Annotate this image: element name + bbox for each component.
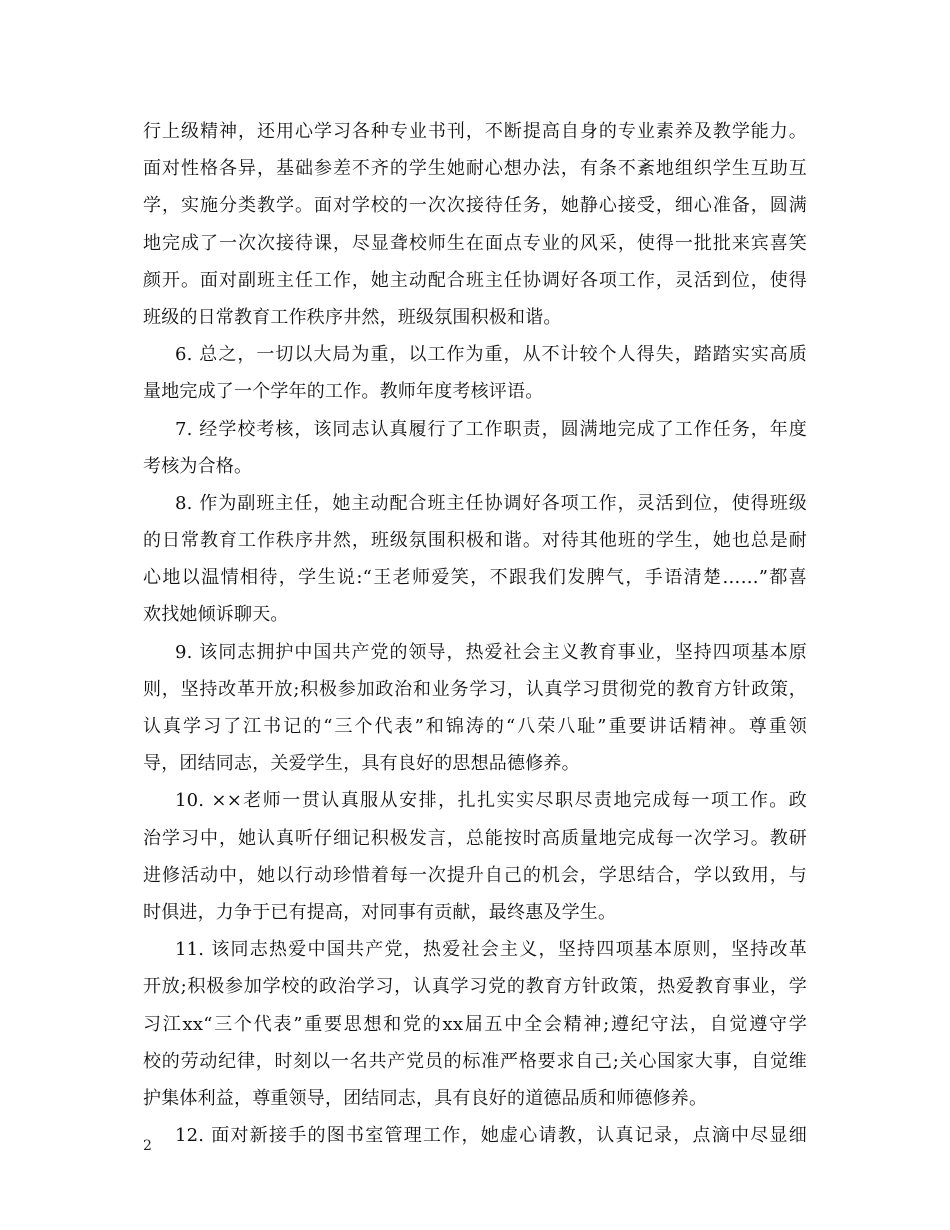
text-line: 面对性格各异，基础参差不齐的学生她耐心想办法，有条不紊地组织学生互助互 <box>143 158 807 180</box>
paragraph-9-first-line: 9. 该同志拥护中国共产党的领导，热爱社会主义教育事业，坚持四项基本原 <box>175 641 807 663</box>
paragraph-6-first-line: 6. 总之，一切以大局为重，以工作为重，从不计较个人得失，踏踏实实高质 <box>175 344 807 366</box>
text-line: 治学习中，她认真听仔细记积极发言，总能按时高质量地完成每一次学习。教研 <box>143 827 807 849</box>
text-line: 学，实施分类教学。面对学校的一次次接待任务，她静心接受，细心准备，圆满 <box>143 195 807 217</box>
paragraph-11-first-line: 11. 该同志热爱中国共产党，热爱社会主义，坚持四项基本原则，坚持改革 <box>175 939 807 961</box>
text-line: 的日常教育工作秩序井然，班级氛围积极和谐。对待其他班的学生，她也总是耐 <box>143 530 807 552</box>
text-line: 欢找她倾诉聊天。 <box>143 604 289 626</box>
text-line: 行上级精神，还用心学习各种专业书刊，不断提高自身的专业素养及教学能力。 <box>143 121 807 142</box>
text-line: 认真学习了江书记的“三个代表”和锦涛的“八荣八耻”重要讲话精神。尊重领 <box>143 716 807 737</box>
text-line: 则，坚持改革开放;积极参加政治和业务学习，认真学习贯彻党的教育方针政策， <box>143 678 807 700</box>
text-line: 护集体利益，尊重领导，团结同志，具有良好的道德品质和师德修养。 <box>143 1087 708 1109</box>
text-line: 量地完成了一个学年的工作。教师年度考核评语。 <box>143 381 544 403</box>
text-line: 考核为合格。 <box>143 455 253 477</box>
page-number: 2 <box>143 1138 152 1154</box>
text-line: 校的劳动纪律，时刻以一名共产党员的标准严格要求自己;关心国家大事，自觉维 <box>143 1050 807 1072</box>
text-line: 班级的日常教育工作秩序井然，班级氛围积极和谐。 <box>143 306 562 328</box>
paragraph-10-first-line: 10. ××老师一贯认真服从安排，扎扎实实尽职尽责地完成每一项工作。政 <box>175 790 807 812</box>
text-line: 进修活动中，她以行动珍惜着每一次提升自己的机会，学思结合，学以致用，与 <box>143 864 807 886</box>
text-line: 心地以温情相待，学生说:“王老师爱笑，不跟我们发脾气，手语清楚……”都喜 <box>143 567 807 589</box>
paragraph-12-first-line: 12. 面对新接手的图书室管理工作，她虚心请教，认真记录，点滴中尽显细 <box>175 1125 807 1147</box>
text-line: 地完成了一次次接待课，尽显聋校师生在面点专业的风采，使得一批批来宾喜笑 <box>143 232 807 254</box>
paragraph-7-first-line: 7. 经学校考核，该同志认真履行了工作职责，圆满地完成了工作任务，年度 <box>175 418 807 440</box>
text-line: 导，团结同志，关爱学生，具有良好的思想品德修养。 <box>143 753 580 775</box>
text-line: 颜开。面对副班主任工作，她主动配合班主任协调好各项工作，灵活到位，使得 <box>143 269 807 291</box>
text-line: 时俱进，力争于已有提高，对同事有贡献，最终惠及学生。 <box>143 901 617 923</box>
text-line: 开放;积极参加学校的政治学习，认真学习党的教育方针政策，热爱教育事业，学 <box>143 976 807 998</box>
paragraph-8-first-line: 8. 作为副班主任，她主动配合班主任协调好各项工作，灵活到位，使得班级 <box>175 492 807 514</box>
body-text <box>143 113 807 1154</box>
text-line: 习江xx“三个代表”重要思想和党的xx届五中全会精神;遵纪守法，自觉遵守学 <box>143 1013 807 1035</box>
